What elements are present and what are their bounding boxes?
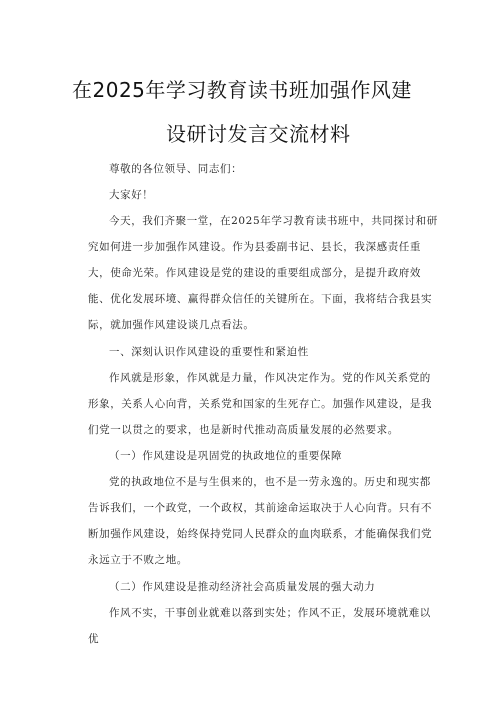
- section-1-heading: 一、深刻认识作风建设的重要性和紧迫性: [109, 346, 309, 358]
- section-1-body: 作风就是形象，作风就是力量，作风决定作为。党的作风关系党的形象，关系人心向背，关系党和国家的生死存亡。加强作风建设，是我们党一以贯之的要求，也是新时代推动高质量发展的必然要求。: [88, 372, 433, 436]
- document-title-line-2: 设研讨发言交流材料: [166, 122, 351, 146]
- document-title-line-1: 在2025年学习教育读书班加强作风建: [72, 78, 412, 102]
- subsection-1-body: 党的执政地位不是与生俱来的，也不是一劳永逸的。历史和现实都告诉我们，一个政党，一个政权，其前途命运取决于人心向背。只有不断加强作风建设，始终保持党同人民群众的血肉联系，才能确保我们党永远立于不败之地。: [88, 476, 433, 566]
- intro-paragraph: 今天，我们齐聚一堂，在2025年学习教育读书班中，共同探讨和研究如何进一步加强作风建设。作为县委副书记、县长，我深感责任重大，使命光荣。作风建设是党的建设的重要组成部分，是提升政府效能、优化发展环境、赢得群众信任的关键所在。下面，我将结合我县实际，就加强作风建设谈几点看法。: [88, 215, 438, 331]
- subsection-2-heading: （二）作风建设是推动经济社会高质量发展的强大动力: [109, 581, 376, 593]
- subsection-2-body: 作风不实，干事创业就难以落到实处；作风不正，发展环境就难以优: [88, 607, 431, 645]
- hello-paragraph: 大家好！: [109, 189, 154, 201]
- greeting-paragraph: 尊敬的各位领导、同志们：: [109, 163, 243, 175]
- subsection-1-heading: （一）作风建设是巩固党的执政地位的重要保障: [109, 450, 343, 462]
